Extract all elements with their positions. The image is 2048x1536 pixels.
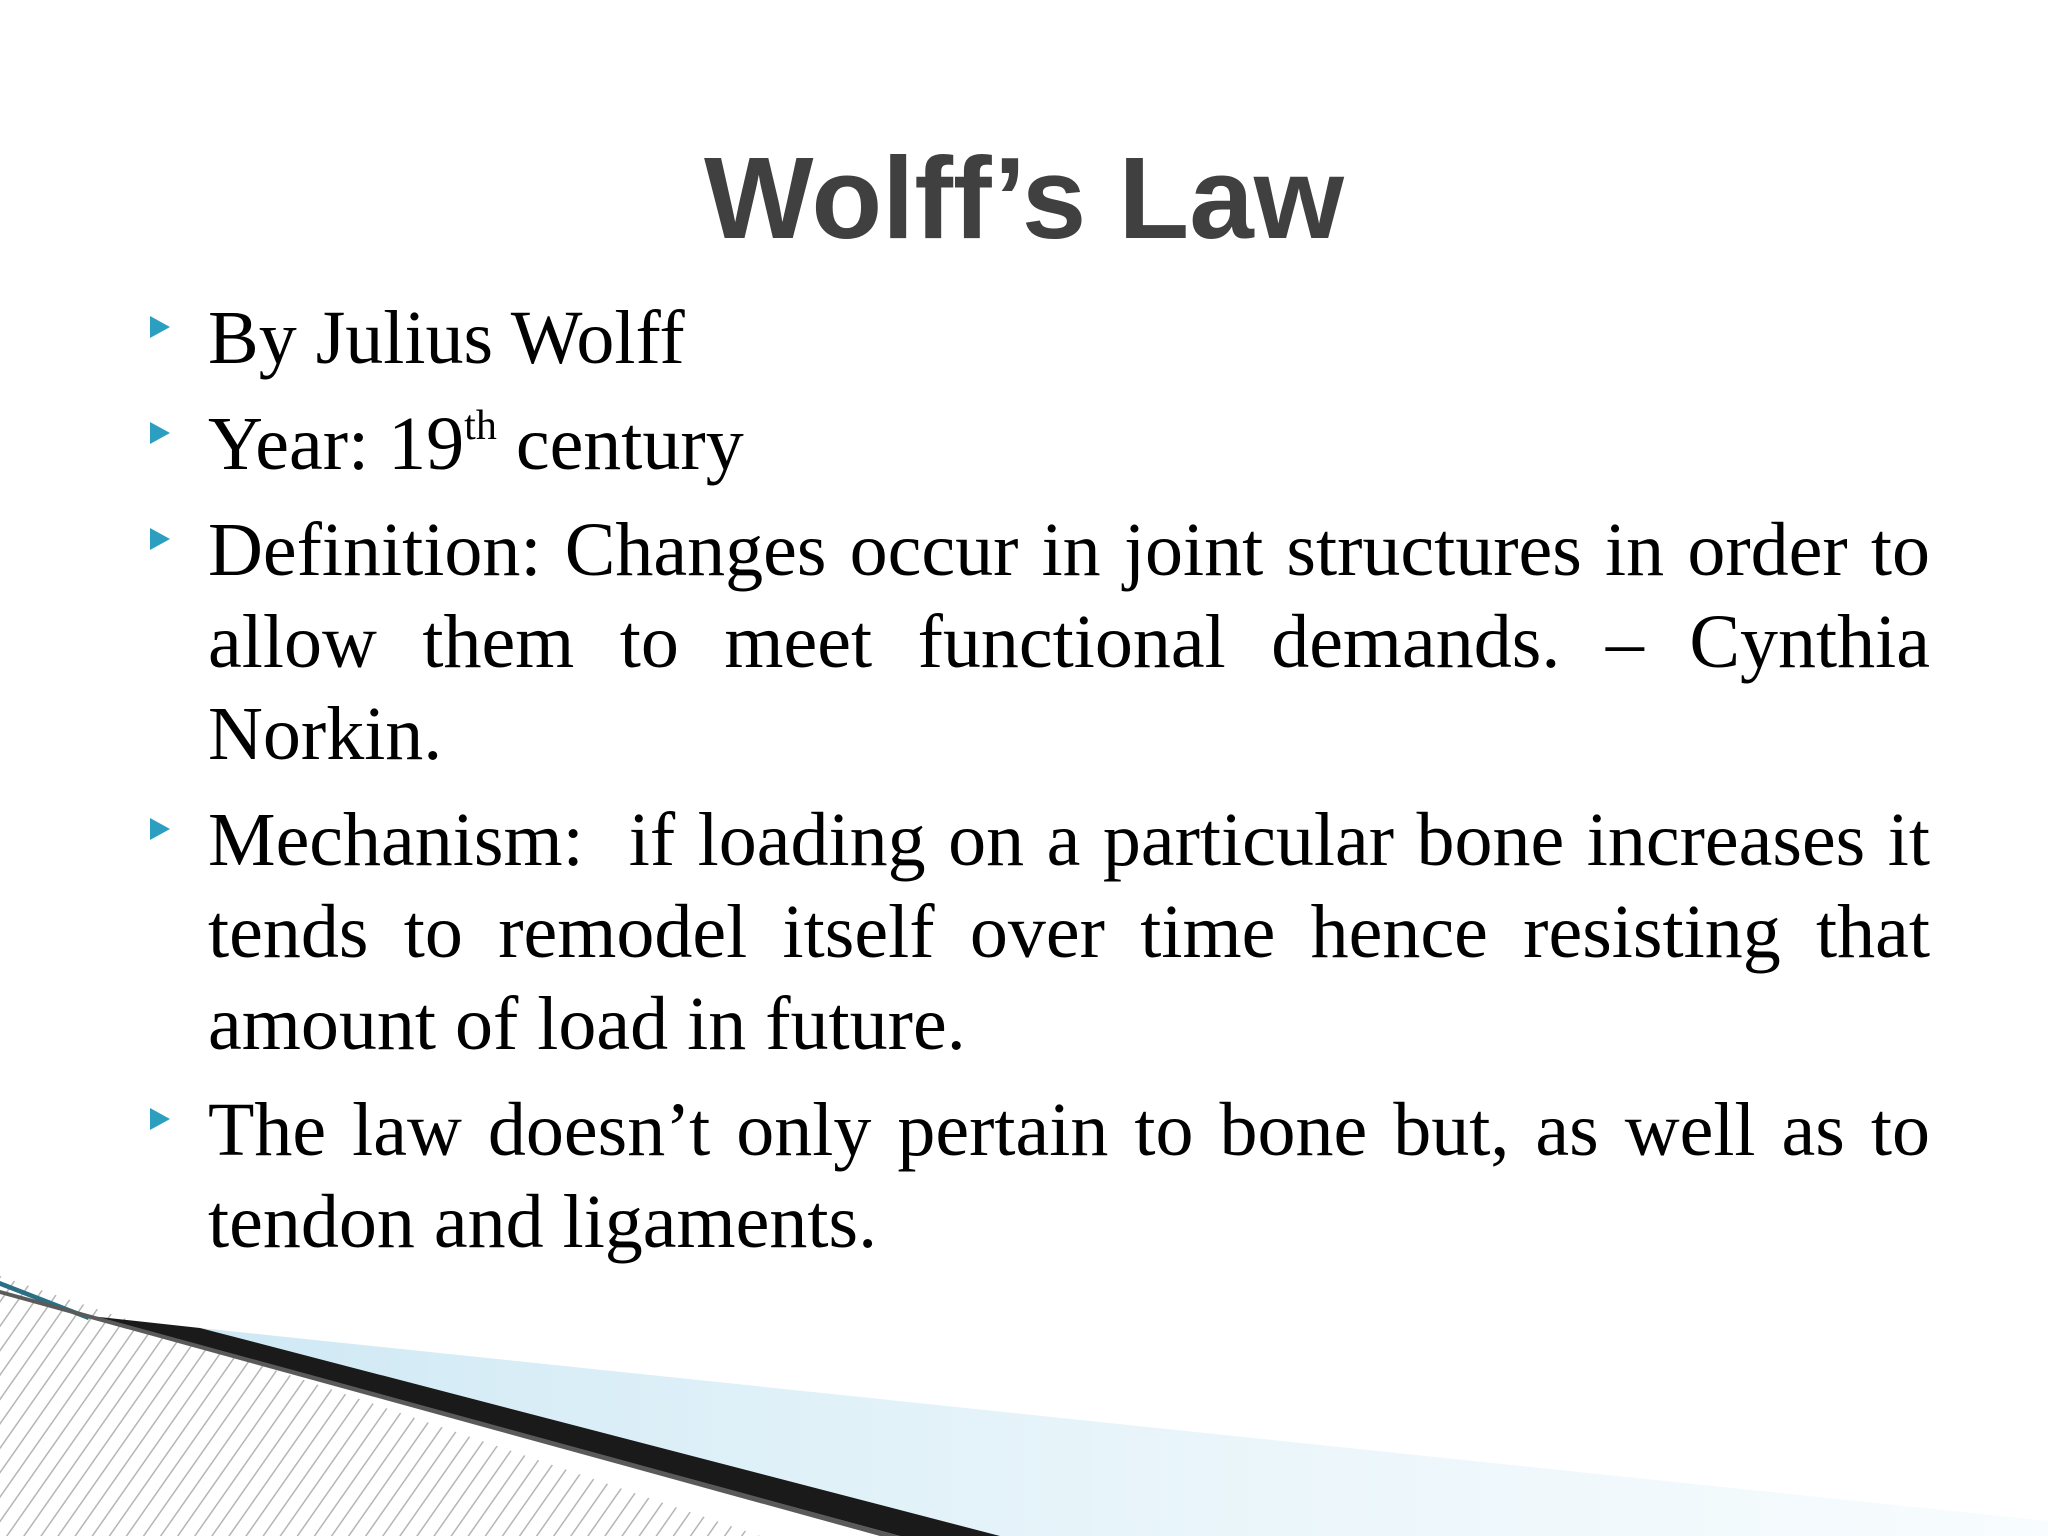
slide-title: Wolff’s Law: [703, 133, 1345, 263]
triangle-right-icon: [150, 1108, 170, 1130]
bullet-item-year: [150, 398, 1930, 490]
bullet-text: [208, 402, 744, 486]
triangle-right-icon: [150, 818, 170, 840]
triangle-right-icon: [150, 528, 170, 550]
year-suffix: century: [496, 402, 744, 486]
bullet-item-mechanism: [150, 794, 1949, 1070]
triangle-right-icon: [150, 422, 170, 444]
bullet-text: Mechanism: if loading on a particular bone increases it tends to remodel itself over time hence resisting that amount of load in future.: [208, 798, 1949, 1066]
bullet-item-author: [150, 292, 1930, 384]
bullet-list: [150, 292, 1949, 1282]
bullet-text: By Julius Wolff: [208, 296, 685, 380]
corner-decoration: [0, 1276, 2048, 1536]
bullet-text: The law doesn’t only pertain to bone but, as well as to tendon and ligaments.: [208, 1088, 1930, 1264]
bullet-item-scope: [150, 1084, 1930, 1268]
year-superscript: th: [464, 403, 497, 449]
year-prefix: Year: 19: [208, 402, 465, 486]
triangle-right-icon: [150, 316, 170, 338]
bullet-item-definition: [150, 504, 1930, 780]
bullet-text: Definition: Changes occur in joint structures in order to allow them to meet functional demands. – Cynthia Norkin.: [208, 508, 1930, 776]
